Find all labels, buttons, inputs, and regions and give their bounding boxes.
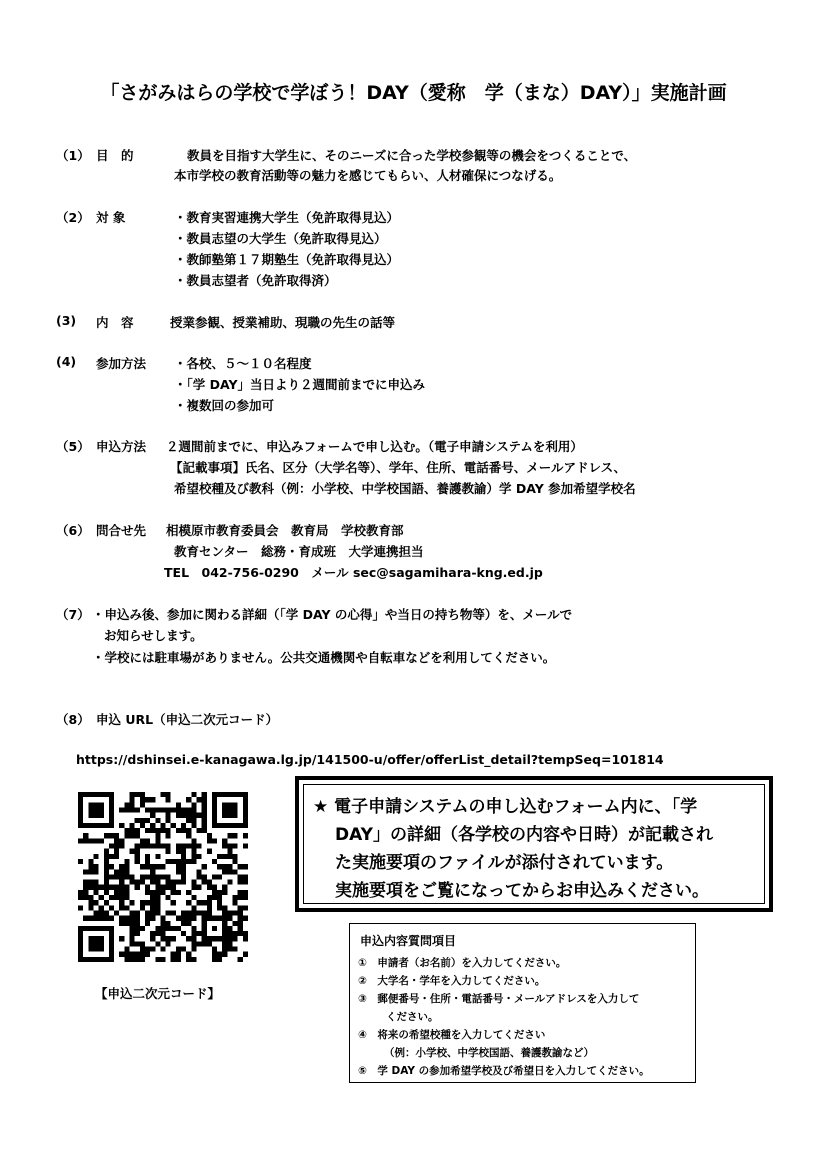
notice-line: 実施要項をご覧になってからお申込みください。 — [335, 881, 709, 901]
question-item-example: （例：小学校、中学校国語、養護教諭など） — [384, 1047, 594, 1059]
section-1-line: 本市学校の教育活動等の魅力を感じてもらい、人材確保につなげる。 — [174, 168, 562, 183]
section-6-label: 問合せ先 — [96, 523, 147, 538]
question-item: ② 大学名・学年を入力してください。 — [358, 975, 546, 987]
section-4-line: ・複数回の参加可 — [174, 398, 275, 413]
section-5-label: 申込方法 — [96, 439, 147, 454]
section-2-line: ・教員志望の大学生（免許取得見込） — [174, 231, 387, 246]
section-5-number: （5） — [56, 439, 90, 454]
section-6-line: 教育センター 総務・育成班 大学連携担当 — [174, 544, 424, 559]
section-2-number: （2） — [56, 210, 90, 225]
question-item: ③ 郵便番号・住所・電話番号・メールアドレスを入力して — [358, 993, 640, 1005]
section-1-line: 教員を目指す大学生に、そのニーズに合った学校参観等の機会をつくることで、 — [187, 148, 637, 163]
qr-caption: 【申込二次元コード】 — [95, 986, 221, 1001]
notice-line: た実施要項のファイルが添付されています。 — [335, 853, 674, 873]
section-4-line: ・各校、５～１０名程度 — [174, 356, 312, 371]
section-2-line: ・教員志望者（免許取得済） — [174, 273, 337, 288]
question-item: ⑤ 学 DAY の参加希望学校及び希望日を入力してください。 — [358, 1065, 650, 1077]
section-6-number: （6） — [56, 523, 90, 538]
section-3-number: (3) — [56, 313, 77, 328]
section-4-number: (4) — [56, 354, 77, 369]
section-3-line: 授業参観、授業補助、現職の先生の話等 — [170, 315, 396, 330]
section-7-line: お知らせします。 — [104, 628, 203, 643]
notice-line: ★ 電子申請システムの申し込むフォーム内に、「学 — [313, 797, 698, 817]
section-8-label: 申込 URL（申込二次元コード） — [96, 712, 279, 727]
question-item-continued: ください。 — [386, 1011, 439, 1023]
section-2-line: ・教育実習連携大学生（免許取得見込） — [174, 210, 400, 225]
section-6-line: 相模原市教育委員会 教育局 学校教育部 — [166, 523, 404, 538]
section-1-label: 目 的 — [96, 148, 134, 163]
question-item: ① 申請者（お名前）を入力してください。 — [358, 957, 567, 969]
section-5-line: 【記載事項】氏名、区分（大学名等）、学年、住所、電話番号、メールアドレス、 — [170, 460, 627, 475]
page-title: 「さがみはらの学校で学ぼう！DAY（愛称 学（まな）DAY）」実施計画 — [100, 82, 727, 104]
section-1-number: （1） — [56, 148, 90, 163]
section-5-line: ２週間前までに、申込みフォームで申し込む。（電子申請システムを利用） — [166, 439, 583, 454]
section-8-number: （8） — [56, 712, 90, 727]
section-7-number: （7） — [56, 607, 90, 622]
section-7-line: ・学校には駐車場がありません。公共交通機関や自転車などを利用してください。 — [92, 650, 556, 665]
questions-title: 申込内容質問項目 — [360, 934, 457, 948]
notice-box — [295, 776, 773, 912]
question-item: ④ 将来の希望校種を入力してください — [358, 1029, 546, 1041]
application-url-link[interactable]: https://dshinsei.e-kanagawa.lg.jp/141500-u/offer/offerList_detail?tempSeq=101814 — [76, 752, 664, 767]
section-5-line: 希望校種及び教科（例：小学校、中学校国語、養護教諭）学 DAY 参加希望学校名 — [174, 481, 636, 496]
contact-line[interactable]: TEL 042-756-0290 メール sec@sagamihara-kng.ed.jp — [164, 565, 543, 580]
notice-line: DAY」の詳細（各学校の内容や日時）が記載され — [335, 825, 713, 845]
section-2-line: ・教師塾第１７期塾生（免許取得見込） — [174, 252, 400, 267]
section-7-line: ・申込み後、参加に関わる詳細（「学 DAY の心得」や当日の持ち物等）を、メールで — [92, 607, 573, 622]
section-2-label: 対 象 — [96, 210, 126, 225]
qr-code-image[interactable] — [78, 792, 248, 962]
section-4-line: ・「学 DAY」当日より２週間前までに申込み — [174, 377, 426, 392]
questions-box — [349, 923, 696, 1083]
section-3-label: 内 容 — [96, 315, 134, 330]
section-4-label: 参加方法 — [96, 356, 147, 371]
